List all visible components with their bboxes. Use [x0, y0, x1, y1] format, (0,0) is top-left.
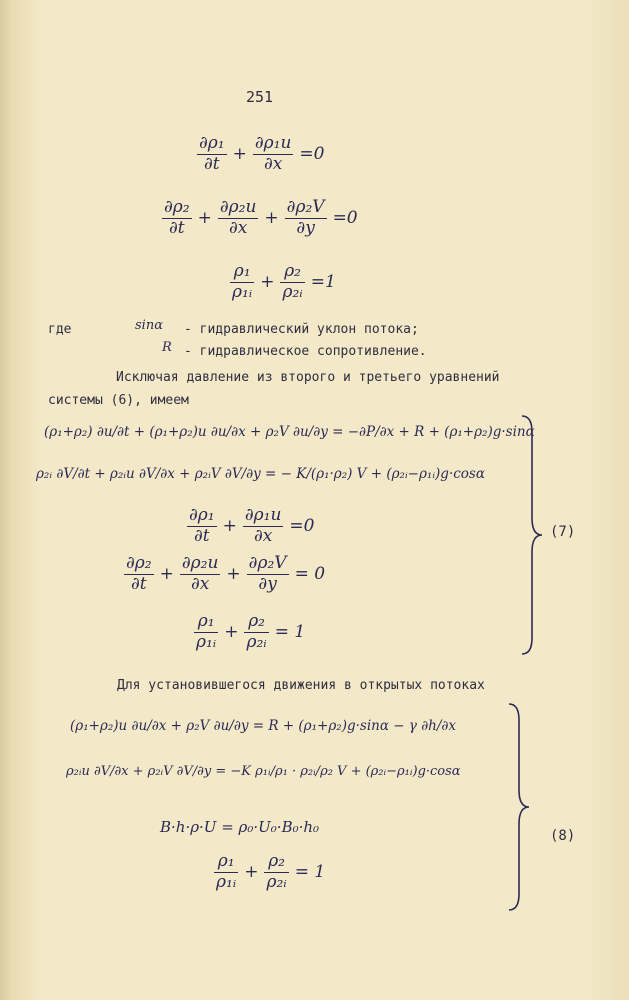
fraction-numerator: ∂ρ₁ [189, 505, 215, 525]
equation-volume-fraction: $\frac{\text{ρ₁}}{\text{ρ₁ᵢ}}$ + $\frac{\text{ρ₂}}{\text{ρ₂ᵢ}}$ =1 [228, 262, 340, 302]
fraction-numerator: ρ₂ [264, 852, 288, 873]
fraction-denominator: ∂x [263, 153, 283, 174]
fraction-numerator: ∂ρ₁ [199, 133, 225, 153]
equation-number-7: (7) [550, 524, 576, 540]
system7-equation-2: ρ₂ᵢ ∂V/∂t + ρ₂ᵢu ∂V/∂x + ρ₂ᵢV ∂V/∂y = − K/(ρ₁·ρ₂) V + (ρ₂ᵢ−ρ₁ᵢ)g·cosα [36, 466, 485, 482]
system8-equation-1: (ρ₁+ρ₂)u ∂u/∂x + ρ₂V ∂u/∂y = R + (ρ₁+ρ₂)g·sinα − γ ∂h/∂x [70, 718, 457, 734]
system7-brace [518, 412, 548, 658]
fraction-denominator: ∂y [296, 217, 315, 238]
system7-equation-5: $\frac{\text{ρ₁}}{\text{ρ₁ᵢ}}$ + $\frac{\text{ρ₂}}{\text{ρ₂ᵢ}}$ = 1 [192, 612, 309, 652]
equation-rhs: = 1 [294, 862, 326, 883]
fraction-numerator: ∂ρ₂V [286, 197, 325, 217]
definition-resistance: - гидравлическое сопротивление. [184, 344, 427, 359]
fraction-numerator: ∂ρ₂V [248, 553, 287, 573]
fraction-numerator: ρ₁ [230, 262, 254, 283]
fraction-denominator: ∂t [193, 525, 210, 546]
fraction-numerator: ρ₂ [280, 262, 304, 283]
system8-brace [505, 700, 535, 914]
fraction-numerator: ∂ρ₂ [164, 197, 190, 217]
fraction-denominator: ρ₂ᵢ [266, 871, 287, 892]
definition-slope: - гидравлический уклон потока; [184, 322, 419, 337]
equation-continuity-2: $\frac{\text{∂ρ₂}}{\partial t}$ + $\frac{\text{∂ρ₂u}}{\partial x}$ + $\frac{\text{∂ρ₂V}}{\partial y}$ =0 [160, 198, 362, 238]
equation-rhs: =1 [310, 272, 336, 293]
fraction-numerator: ∂ρ₂u [181, 553, 219, 573]
fraction-numerator: ∂ρ₂ [126, 553, 152, 573]
fraction-denominator: ρ₁ᵢ [196, 631, 217, 652]
fraction-numerator: ∂ρ₂u [219, 197, 257, 217]
page-number: 251 [246, 88, 274, 106]
equation-rhs: =0 [332, 208, 358, 229]
fraction-denominator: ∂t [168, 217, 185, 238]
fraction-denominator: ∂t [203, 153, 220, 174]
fraction-numerator: ρ₂ [244, 612, 268, 633]
fraction-numerator: ρ₁ [214, 852, 238, 873]
paragraph-line: Для установившегося движения в открытых потоках [117, 678, 485, 693]
fraction-denominator: ∂t [130, 573, 147, 594]
system8-equation-3: B·h·ρ·U = ρ₀·U₀·B₀·h₀ [160, 818, 320, 836]
fraction-denominator: ∂x [190, 573, 210, 594]
equation-rhs: = 1 [274, 622, 306, 643]
fraction-denominator: ρ₁ᵢ [216, 871, 237, 892]
system7-equation-1: (ρ₁+ρ₂) ∂u/∂t + (ρ₁+ρ₂)u ∂u/∂x + ρ₂V ∂u/∂y = −∂P/∂x + R + (ρ₁+ρ₂)g·sinα [44, 424, 535, 440]
fraction-denominator: ρ₁ᵢ [232, 281, 253, 302]
equation-continuity-1: $\frac{\text{∂ρ₁}}{\partial t}$ + $\frac{\text{∂ρ₁u}}{\partial x}$ =0 [195, 134, 328, 174]
fraction-denominator: ∂y [258, 573, 277, 594]
fraction-denominator: ∂x [228, 217, 248, 238]
fraction-denominator: ρ₂ᵢ [246, 631, 267, 652]
fraction-numerator: ∂ρ₁u [244, 505, 282, 525]
fraction-denominator: ∂x [253, 525, 273, 546]
where-word: где [48, 322, 72, 337]
equation-rhs: =0 [299, 144, 325, 165]
system7-equation-3: $\frac{\text{∂ρ₁}}{\partial t}$ + $\frac{\text{∂ρ₁u}}{\partial x}$ =0 [185, 506, 318, 546]
system8-equation-2: ρ₂ᵢu ∂V/∂x + ρ₂ᵢV ∂V/∂y = −K ρ₁ᵢ/ρ₁ · ρ₂ᵢ/ρ₂ V + (ρ₂ᵢ−ρ₁ᵢ)g·cosα [66, 764, 461, 779]
symbol-r: R [162, 340, 172, 355]
symbol-sin-alpha: sinα [135, 318, 163, 333]
equation-number-8: (8) [550, 828, 576, 844]
system8-equation-4: $\frac{\text{ρ₁}}{\text{ρ₁ᵢ}}$ + $\frac{\text{ρ₂}}{\text{ρ₂ᵢ}}$ = 1 [212, 852, 329, 892]
fraction-numerator: ρ₁ [194, 612, 218, 633]
fraction-numerator: ∂ρ₁u [254, 133, 292, 153]
paragraph-line: системы (6), имеем [48, 393, 189, 408]
paragraph-line: Исключая давление из второго и третьего уравнений [116, 370, 500, 385]
system7-equation-4: $\frac{\text{∂ρ₂}}{\partial t}$ + $\frac{\text{∂ρ₂u}}{\partial x}$ + $\frac{\text{∂ρ₂V}}{\partial y}$ = 0 [122, 554, 329, 594]
equation-rhs: = 0 [294, 564, 326, 585]
fraction-denominator: ρ₂ᵢ [282, 281, 303, 302]
equation-rhs: =0 [289, 516, 315, 537]
